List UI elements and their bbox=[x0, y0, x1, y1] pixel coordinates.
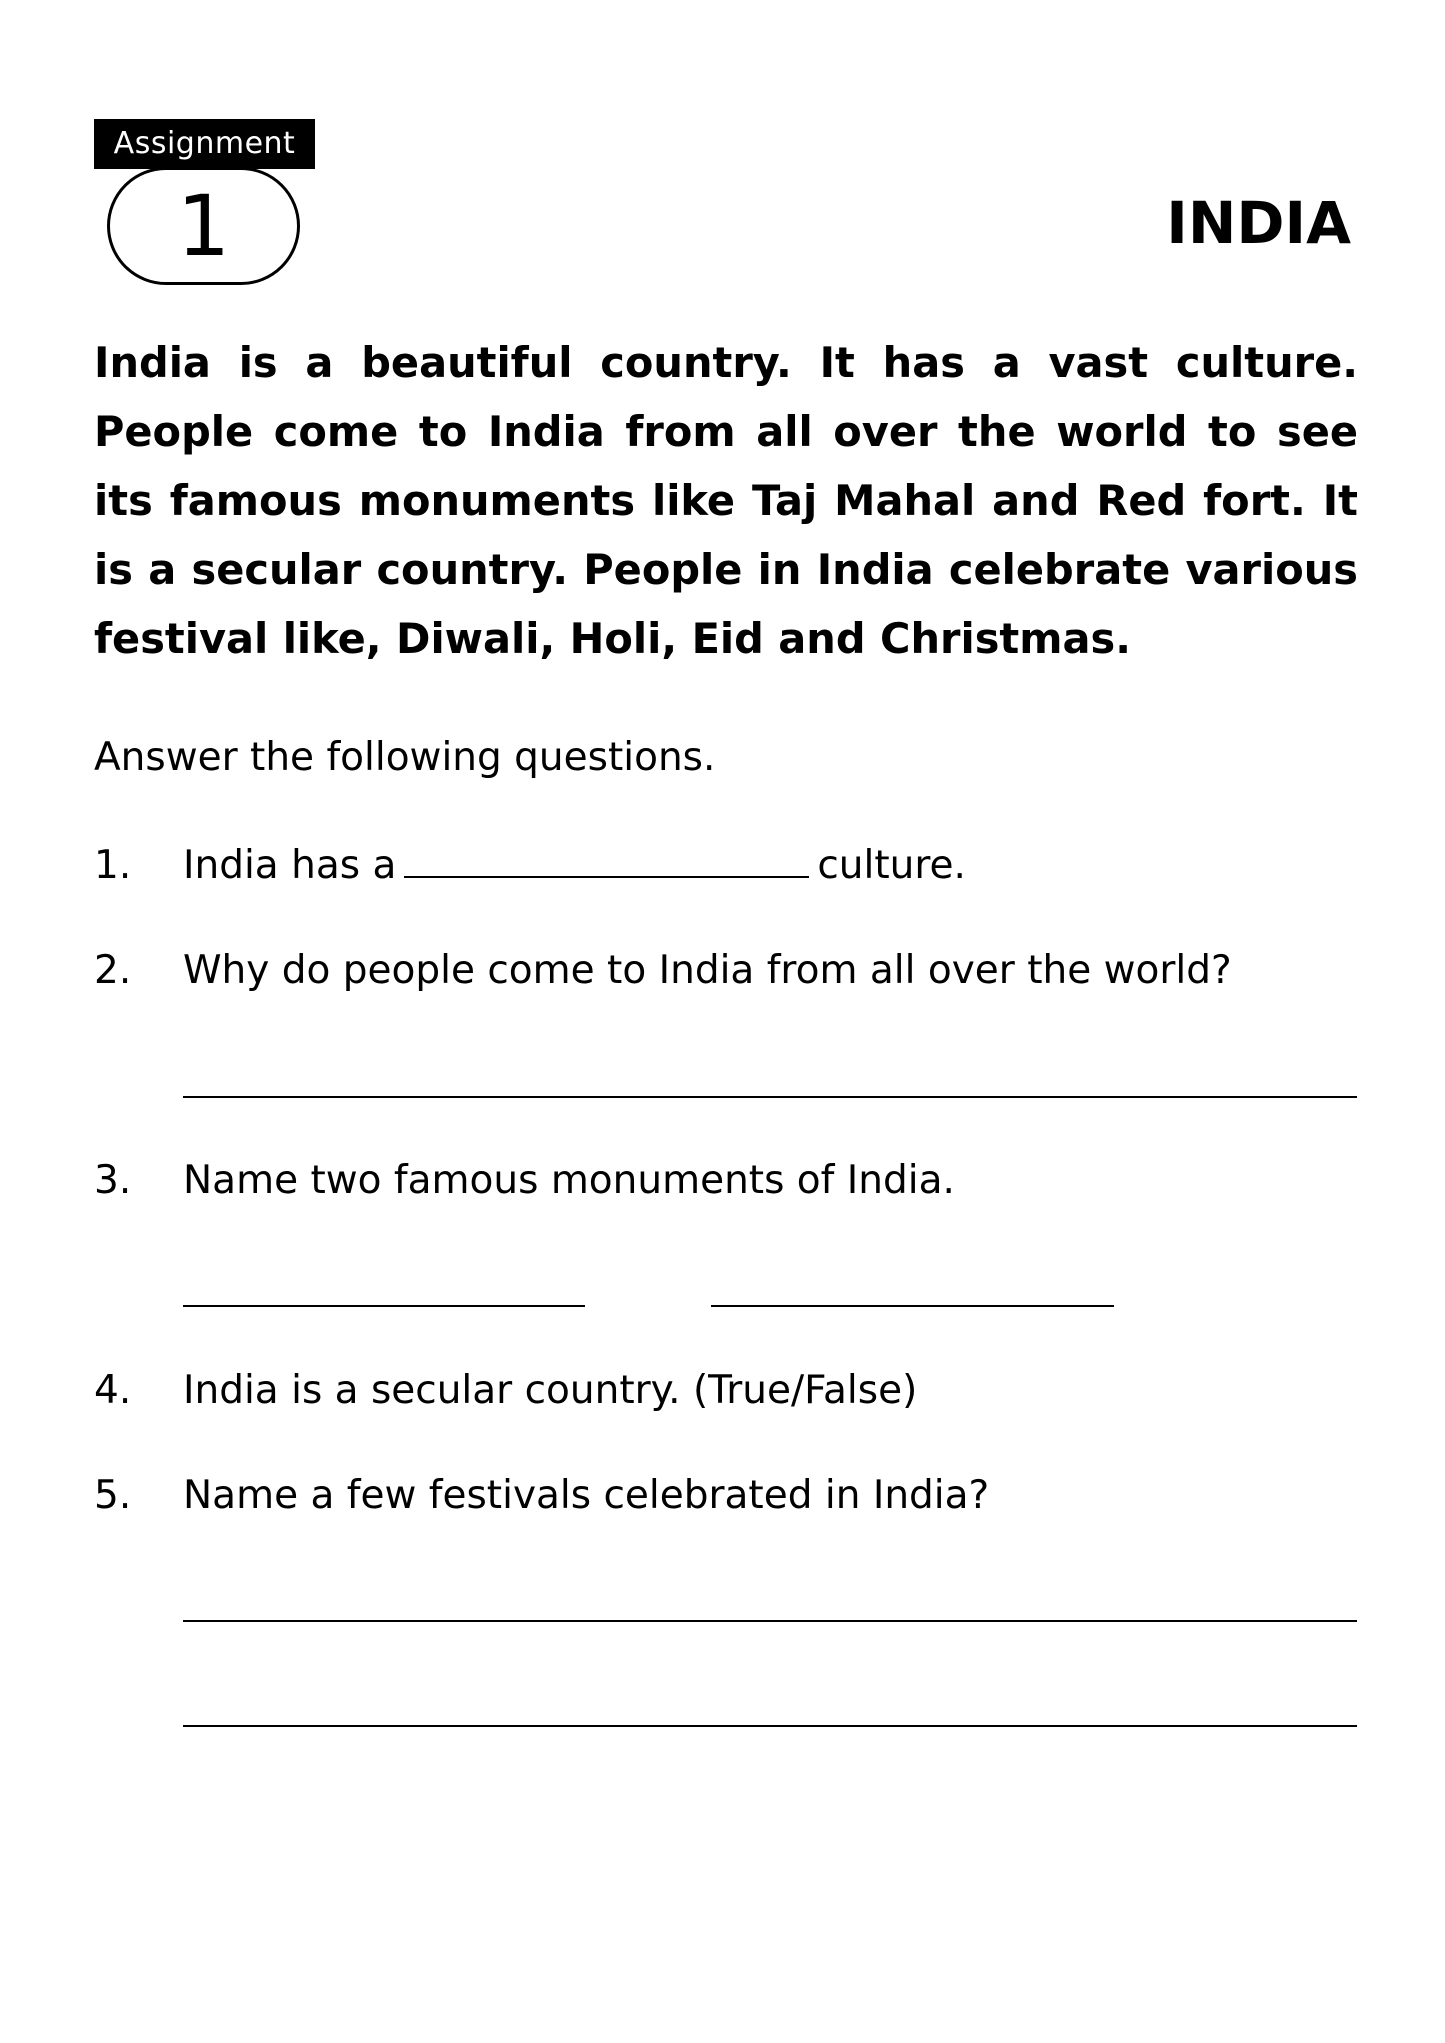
answer-blank[interactable] bbox=[404, 836, 809, 878]
question-number: 5. bbox=[94, 1473, 132, 1518]
assignment-label: Assignment bbox=[94, 119, 315, 169]
assignment-number: 1 bbox=[107, 167, 300, 285]
answer-line[interactable] bbox=[183, 1305, 585, 1307]
question-text: Name a few festivals celebrated in India? bbox=[183, 1473, 990, 1518]
question-number: 4. bbox=[94, 1368, 132, 1413]
question-text bbox=[183, 836, 966, 896]
answer-line[interactable] bbox=[183, 1725, 1357, 1727]
question-text: Name two famous monuments of India. bbox=[183, 1158, 955, 1203]
question-text: India is a secular country. (True/False) bbox=[183, 1368, 918, 1413]
question-number: 3. bbox=[94, 1158, 132, 1203]
answer-line[interactable] bbox=[183, 1096, 1357, 1098]
instructions: Answer the following questions. bbox=[94, 735, 716, 780]
question-number: 1. bbox=[94, 843, 132, 888]
question-text-before: India has a bbox=[183, 843, 397, 888]
answer-line[interactable] bbox=[711, 1305, 1114, 1307]
question-text-after: culture. bbox=[817, 843, 966, 888]
page-title: INDIA bbox=[1166, 189, 1351, 257]
answer-line[interactable] bbox=[183, 1620, 1357, 1622]
reading-passage: India is a beautiful country. It has a vast culture. People come to India from all over the world to see its famous monuments like Taj Mahal and Red fort. It is a secular country. People in India celebrate various festival like, Diwali, Holi, Eid and Christmas. bbox=[94, 338, 1358, 663]
question-text: Why do people come to India from all over the world? bbox=[183, 948, 1232, 993]
question-number: 2. bbox=[94, 948, 132, 993]
